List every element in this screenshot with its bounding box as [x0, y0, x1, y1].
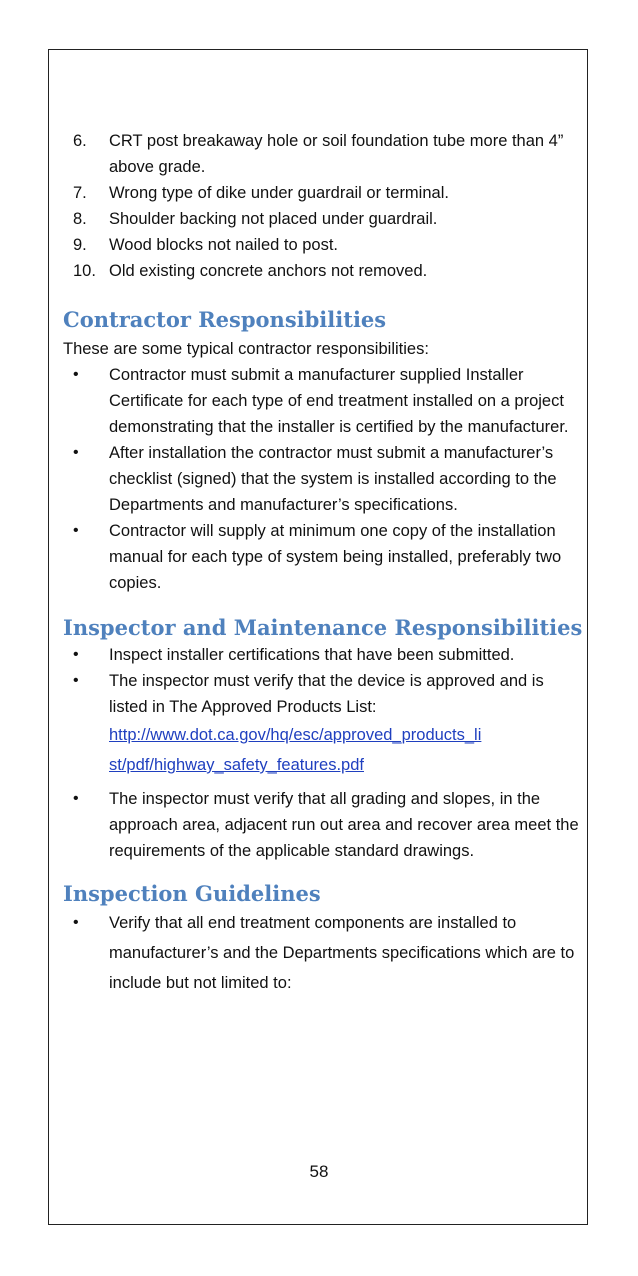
bullet-icon: •: [73, 522, 79, 539]
list-item: [63, 440, 583, 518]
inspector-heading: Inspector and Maintenance Responsibilities: [63, 615, 583, 640]
inspector-bullet-list: [63, 642, 583, 864]
bullet-text: Inspect installer certifications that have been submitted.: [109, 646, 515, 664]
guidelines-heading: Inspection Guidelines: [63, 881, 321, 906]
page-number: 58: [309, 1162, 329, 1181]
list-item: [63, 232, 583, 258]
bullet-text: After installation the contractor must submit a manufacturer’s checklist (signed) that the system is installed according to the Departments and manufacturer’s specifications.: [109, 444, 557, 514]
contractor-intro: These are some typical contractor responsibilities:: [63, 340, 429, 358]
list-item: [63, 206, 583, 232]
approved-products-link-continued[interactable]: st/pdf/highway_safety_features.pdf: [109, 756, 364, 774]
bullet-text: Verify that all end treatment components are installed to manufacturer’s and the Departments specifications which are to include but not limited to:: [109, 914, 575, 992]
bullet-icon: •: [73, 366, 79, 383]
list-item-number: 7.: [73, 184, 87, 202]
numbered-list: [63, 128, 583, 284]
bullet-text: The inspector must verify that all grading and slopes, in the approach area, adjacent run out area and recover area meet the requirements of the applicable standard drawings.: [109, 790, 579, 860]
bullet-text: Contractor must submit a manufacturer supplied Installer Certificate for each type of end treatment installed on a project demonstrating that the installer is certified by the manufacturer.: [109, 366, 569, 436]
bullet-icon: •: [73, 790, 79, 807]
list-item-text: CRT post breakaway hole or soil foundation tube more than 4” above grade.: [109, 132, 564, 176]
list-item: [63, 258, 583, 284]
contractor-bullet-list: [63, 362, 583, 596]
bullet-text: The inspector must verify that the device is approved and is listed in The Approved Products List:: [109, 672, 544, 716]
list-item-text: Old existing concrete anchors not removed.: [109, 262, 428, 280]
list-item-number: 10.: [73, 262, 96, 280]
list-item-text: Wood blocks not nailed to post.: [109, 236, 339, 254]
page-content: [63, 128, 583, 998]
list-item: [63, 518, 583, 596]
list-item-number: 9.: [73, 236, 87, 254]
list-item: [63, 128, 583, 180]
bullet-icon: •: [73, 914, 79, 931]
bullet-text: Contractor will supply at minimum one copy of the installation manual for each type of system being installed, preferably two copies.: [109, 522, 562, 592]
approved-products-link[interactable]: http://www.dot.ca.gov/hq/esc/approved_products_li: [109, 726, 482, 744]
contractor-heading: Contractor Responsibilities: [63, 307, 387, 332]
bullet-icon: •: [73, 444, 79, 461]
list-item: [63, 180, 583, 206]
list-item-text: Wrong type of dike under guardrail or terminal.: [109, 184, 449, 202]
list-item-text: Shoulder backing not placed under guardrail.: [109, 210, 438, 228]
list-item: [63, 642, 583, 668]
list-item: [63, 668, 583, 780]
list-item: [63, 362, 583, 440]
list-item-number: 8.: [73, 210, 87, 228]
guidelines-bullet-list: [63, 908, 583, 998]
bullet-icon: •: [73, 672, 79, 689]
list-item: [63, 908, 583, 998]
list-item: [63, 786, 583, 864]
list-item-number: 6.: [73, 132, 87, 150]
bullet-icon: •: [73, 646, 79, 663]
